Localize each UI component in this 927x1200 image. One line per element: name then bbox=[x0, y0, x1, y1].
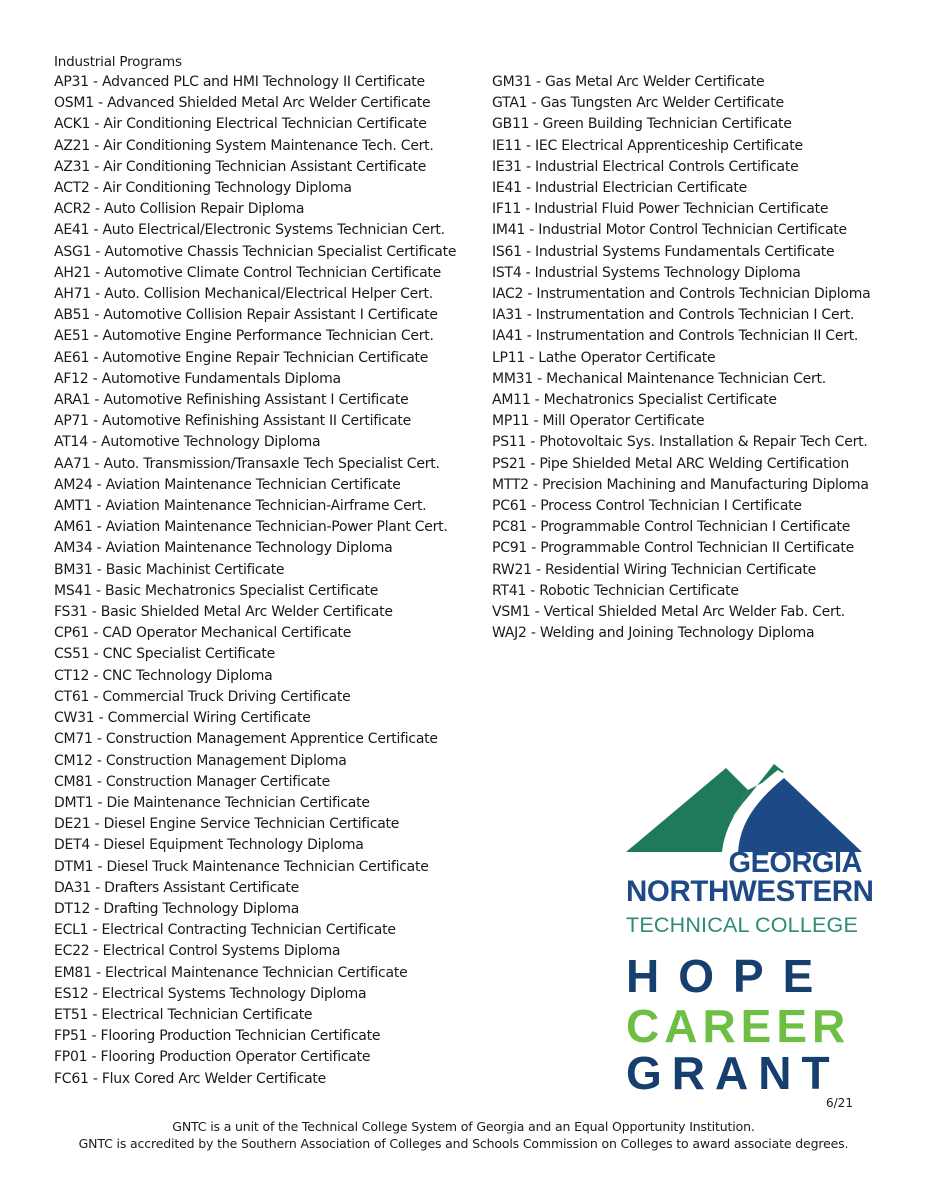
program-list-item: FC61 - Flux Cored Arc Welder Certificate bbox=[54, 1070, 327, 1087]
college-logo bbox=[622, 760, 874, 1110]
program-list-item: IA41 - Instrumentation and Controls Technician II Cert. bbox=[492, 328, 859, 345]
program-list-item: DT12 - Drafting Technology Diploma bbox=[54, 900, 300, 917]
program-list-item: ES12 - Electrical Systems Technology Diploma bbox=[54, 985, 367, 1002]
program-list-item: CM81 - Construction Manager Certificate bbox=[54, 773, 330, 790]
logo-northwestern-text: NORTHWESTERN bbox=[626, 875, 874, 908]
program-list-item: EM81 - Electrical Maintenance Technician Certificate bbox=[54, 964, 408, 981]
career-word: CAREER bbox=[626, 1000, 851, 1052]
program-list-item: BM31 - Basic Machinist Certificate bbox=[54, 561, 285, 578]
program-list-item: EC22 - Electrical Control Systems Diploma bbox=[54, 943, 341, 960]
program-list-left bbox=[54, 72, 484, 1090]
program-list-item: AP71 - Automotive Refinishing Assistant II Certificate bbox=[54, 413, 411, 430]
program-list-item: AP31 - Advanced PLC and HMI Technology II Certificate bbox=[54, 74, 425, 90]
logo-technical-college-text: TECHNICAL COLLEGE bbox=[626, 913, 858, 937]
program-list-item: ACR2 - Auto Collision Repair Diploma bbox=[54, 201, 305, 218]
logo-georgia-text: GEORGIA bbox=[728, 847, 862, 879]
program-list-item: RW21 - Residential Wiring Technician Certificate bbox=[492, 561, 816, 578]
program-list-item: DTM1 - Diesel Truck Maintenance Technician Certificate bbox=[54, 858, 429, 875]
program-list-item: PC91 - Programmable Control Technician II Certificate bbox=[492, 540, 854, 557]
program-list-item: CT61 - Commercial Truck Driving Certificate bbox=[54, 688, 351, 705]
program-list-item: MP11 - Mill Operator Certificate bbox=[492, 413, 705, 430]
grant-word: GRANT bbox=[626, 1047, 840, 1099]
program-list-item: FS31 - Basic Shielded Metal Arc Welder Certificate bbox=[54, 604, 393, 621]
program-list-item: ET51 - Electrical Technician Certificate bbox=[54, 1006, 313, 1023]
mountain-icon bbox=[622, 760, 868, 860]
program-list-item: ACT2 - Air Conditioning Technology Diploma bbox=[54, 180, 352, 197]
program-list-item: IS61 - Industrial Systems Fundamentals Certificate bbox=[492, 243, 835, 260]
program-list-item: AMT1 - Aviation Maintenance Technician-Airframe Cert. bbox=[54, 498, 427, 515]
program-list-item: LP11 - Lathe Operator Certificate bbox=[492, 349, 716, 366]
program-list-item: OSM1 - Advanced Shielded Metal Arc Welder Certificate bbox=[54, 95, 431, 112]
date-code: 6/21 bbox=[826, 1096, 853, 1110]
program-list-item: GM31 - Gas Metal Arc Welder Certificate bbox=[492, 74, 765, 90]
program-list-item: ACK1 - Air Conditioning Electrical Technician Certificate bbox=[54, 116, 427, 133]
program-list-item: MM31 - Mechanical Maintenance Technician Cert. bbox=[492, 370, 826, 387]
footer-line-1: GNTC is a unit of the Technical College System of Georgia and an Equal Opportunity Institution. bbox=[172, 1119, 755, 1134]
program-list-item: IST4 - Industrial Systems Technology Diploma bbox=[492, 264, 801, 281]
program-list-item: PS21 - Pipe Shielded Metal ARC Welding Certification bbox=[492, 455, 849, 472]
program-list-item: CT12 - CNC Technology Diploma bbox=[54, 667, 273, 684]
program-list-item: AM11 - Mechatronics Specialist Certificate bbox=[492, 392, 777, 409]
program-list-item: AB51 - Automotive Collision Repair Assistant I Certificate bbox=[54, 307, 438, 324]
program-list-item: AA71 - Auto. Transmission/Transaxle Tech Specialist Cert. bbox=[54, 455, 440, 472]
program-list-item: WAJ2 - Welding and Joining Technology Diploma bbox=[492, 625, 815, 642]
program-list-item: CM71 - Construction Management Apprentice Certificate bbox=[54, 731, 438, 748]
program-list-item: DET4 - Diesel Equipment Technology Diploma bbox=[54, 837, 364, 854]
program-list-item: PC81 - Programmable Control Technician I Certificate bbox=[492, 519, 851, 536]
program-list-item: GTA1 - Gas Tungsten Arc Welder Certificate bbox=[492, 95, 784, 112]
program-list-item: CW31 - Commercial Wiring Certificate bbox=[54, 710, 311, 727]
program-list-item: IA31 - Instrumentation and Controls Technician I Cert. bbox=[492, 307, 855, 324]
program-list-item: AZ21 - Air Conditioning System Maintenance Tech. Cert. bbox=[54, 137, 434, 154]
program-list-item: DMT1 - Die Maintenance Technician Certificate bbox=[54, 794, 370, 811]
program-list-item: AH21 - Automotive Climate Control Technician Certificate bbox=[54, 264, 442, 281]
program-list-item: PS11 - Photovoltaic Sys. Installation & Repair Tech Cert. bbox=[492, 434, 868, 451]
program-list-item: DA31 - Drafters Assistant Certificate bbox=[54, 879, 299, 896]
program-list-item: ARA1 - Automotive Refinishing Assistant I Certificate bbox=[54, 392, 409, 409]
program-list-item: GB11 - Green Building Technician Certificate bbox=[492, 116, 792, 133]
program-list-item: AM61 - Aviation Maintenance Technician-Power Plant Cert. bbox=[54, 519, 448, 536]
footer bbox=[0, 1118, 927, 1152]
program-list-item: IM41 - Industrial Motor Control Technician Certificate bbox=[492, 222, 847, 239]
program-list-item: AH71 - Auto. Collision Mechanical/Electrical Helper Cert. bbox=[54, 286, 433, 303]
program-list-item: AE61 - Automotive Engine Repair Technician Certificate bbox=[54, 349, 429, 366]
program-list-item: AE41 - Auto Electrical/Electronic Systems Technician Cert. bbox=[54, 222, 445, 239]
program-list-item: AM24 - Aviation Maintenance Technician Certificate bbox=[54, 476, 401, 493]
program-list-item: CS51 - CNC Specialist Certificate bbox=[54, 646, 275, 663]
program-list-item: FP01 - Flooring Production Operator Certificate bbox=[54, 1049, 371, 1066]
program-list-item: AM34 - Aviation Maintenance Technology Diploma bbox=[54, 540, 393, 557]
program-list-item: FP51 - Flooring Production Technician Certificate bbox=[54, 1028, 381, 1045]
program-list-item: ECL1 - Electrical Contracting Technician Certificate bbox=[54, 922, 396, 939]
program-list-item: PC61 - Process Control Technician I Certificate bbox=[492, 498, 802, 515]
program-list-item: VSM1 - Vertical Shielded Metal Arc Welder Fab. Cert. bbox=[492, 604, 845, 621]
program-list-item: IE31 - Industrial Electrical Controls Certificate bbox=[492, 158, 799, 175]
program-list-item: IE11 - IEC Electrical Apprenticeship Certificate bbox=[492, 137, 803, 154]
program-list-item: CM12 - Construction Management Diploma bbox=[54, 752, 347, 769]
program-list-item: IF11 - Industrial Fluid Power Technician Certificate bbox=[492, 201, 829, 218]
hope-word: HOPE bbox=[626, 950, 833, 1002]
program-list-item: IAC2 - Instrumentation and Controls Technician Diploma bbox=[492, 286, 871, 303]
program-list-item: CP61 - CAD Operator Mechanical Certificate bbox=[54, 625, 352, 642]
program-list-right bbox=[492, 72, 912, 644]
program-list-item: IE41 - Industrial Electrician Certificate bbox=[492, 180, 747, 197]
program-list-item: MS41 - Basic Mechatronics Specialist Certificate bbox=[54, 582, 379, 599]
program-list-item: ASG1 - Automotive Chassis Technician Specialist Certificate bbox=[54, 243, 457, 260]
section-heading: Industrial Programs bbox=[54, 54, 182, 70]
program-list-item: AT14 - Automotive Technology Diploma bbox=[54, 434, 321, 451]
program-list-item: DE21 - Diesel Engine Service Technician Certificate bbox=[54, 816, 400, 833]
program-list-item: AE51 - Automotive Engine Performance Technician Cert. bbox=[54, 328, 434, 345]
footer-line-2: GNTC is accredited by the Southern Association of Colleges and Schools Commission on Colleges to award associate degrees. bbox=[78, 1136, 849, 1151]
program-list-item: AF12 - Automotive Fundamentals Diploma bbox=[54, 370, 341, 387]
program-list-item: MTT2 - Precision Machining and Manufacturing Diploma bbox=[492, 476, 869, 493]
program-list-item: RT41 - Robotic Technician Certificate bbox=[492, 582, 739, 599]
program-list-item: AZ31 - Air Conditioning Technician Assistant Certificate bbox=[54, 158, 427, 175]
